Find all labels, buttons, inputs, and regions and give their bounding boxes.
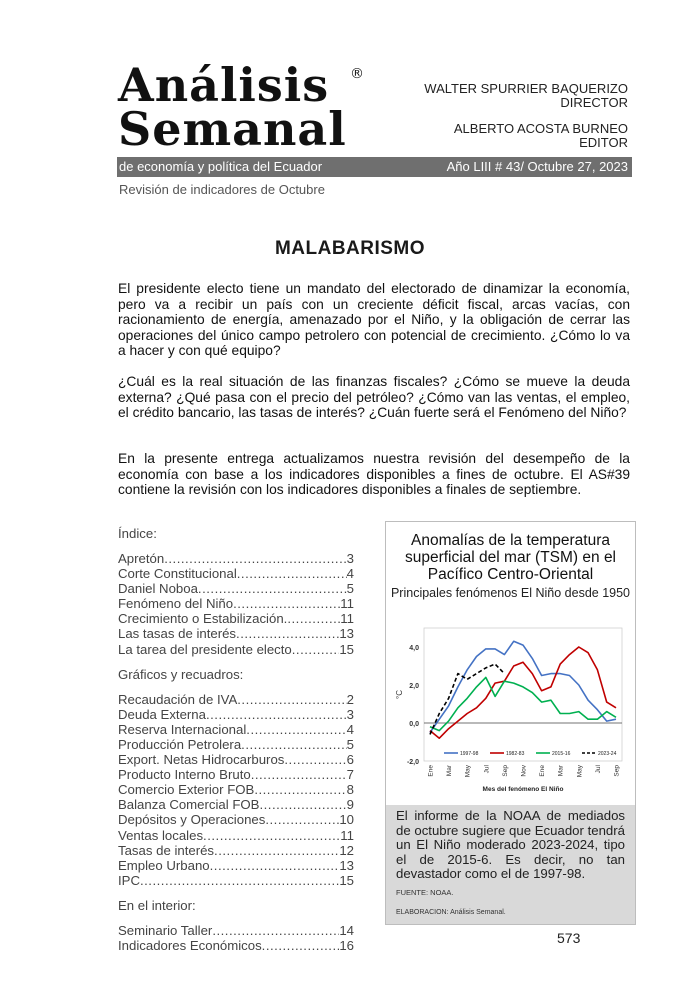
index-entry-page: 5	[346, 736, 354, 752]
dot-leader	[284, 752, 346, 767]
index-entry-label: Reserva Internacional	[118, 721, 247, 737]
dot-leader	[246, 722, 346, 737]
paragraph-1: El presidente electo tiene un mandato del electorado de dinamizar la economía, pero va a recibir un país con un creciente déficit fiscal, arcas vacías, con racionamiento de energía, amenazado por el Niño, y la obligación de cerrar las operaciones del único campo petrolero con potencial de crecimiento. ¿Cómo lo va a hacer y con qué equipo?	[118, 281, 630, 358]
dot-leader	[236, 626, 339, 641]
interior-list	[118, 923, 354, 953]
index-entry-page: 16	[339, 937, 354, 953]
y-tick-label: 2,0	[409, 683, 419, 690]
dot-leader	[214, 843, 339, 858]
index-entry-label: Recaudación de IVA	[118, 691, 238, 707]
index-entry	[118, 828, 354, 843]
legend-label-1982-83: 1982-83	[506, 751, 525, 757]
index-entry-label: La tarea del presidente electo	[118, 641, 292, 657]
y-tick-label: 4,0	[409, 645, 419, 652]
dot-leader	[265, 812, 339, 827]
index-entry	[118, 812, 354, 827]
staff-credits	[424, 82, 628, 150]
editor-name: ALBERTO ACOSTA BURNEO	[453, 121, 628, 136]
x-tick-label: Ene	[539, 765, 547, 777]
interior-title: En el interior:	[118, 897, 196, 913]
index-entry	[118, 707, 354, 722]
y-tick-label: -2,0	[406, 759, 419, 766]
index-entry-label: Empleo Urbano	[118, 857, 210, 873]
index-entry-label: Las tasas de interés	[118, 626, 237, 642]
dot-leader	[237, 566, 347, 581]
index-entry-page: 15	[339, 641, 354, 657]
legend-label-1997-98: 1997-98	[460, 751, 479, 757]
index-entry	[118, 626, 354, 641]
dot-leader	[233, 596, 340, 611]
chart-title: Anomalías de la temperatura superficial del mar (TSM) en el Pacífico Centro-Oriental	[404, 532, 617, 583]
dot-leader	[203, 828, 340, 843]
dot-leader	[259, 797, 346, 812]
chart-subtitle: Principales fenómenos El Niño desde 1950	[390, 586, 631, 600]
x-tick-label: Sep	[613, 765, 621, 777]
index-entry	[118, 596, 354, 611]
index-entry	[118, 642, 354, 657]
series-line-1982-83	[430, 647, 616, 738]
index-entry	[118, 938, 354, 953]
dot-leader	[198, 581, 347, 596]
note-elaboration: ELABORACION: Análisis Semanal.	[396, 909, 506, 916]
registered-mark: ®	[350, 66, 364, 82]
chart-note	[386, 805, 635, 924]
index-entry	[118, 873, 354, 888]
x-tick-label: Jul	[483, 765, 491, 774]
index-entry-page: 13	[339, 626, 354, 642]
x-axis-label: Mes del fenómeno El Niño	[482, 786, 564, 793]
index-entry-label: Deuda Externa	[118, 706, 206, 722]
index	[118, 526, 354, 963]
index-entry	[118, 722, 354, 737]
dot-leader	[140, 873, 339, 888]
dot-leader	[251, 767, 347, 782]
index-entry-page: 14	[339, 922, 354, 938]
index-entry-page: 3	[346, 706, 354, 722]
index-list	[118, 551, 354, 657]
index-entry	[118, 692, 354, 707]
logo-line-2: Semanal	[118, 102, 347, 156]
index-entry-page: 7	[346, 767, 354, 783]
index-entry-page: 5	[346, 581, 354, 597]
index-entry-page: 3	[346, 551, 354, 566]
sst-anomaly-chart	[386, 618, 635, 804]
x-tick-label: Jul	[594, 765, 602, 774]
index-entry-page: 6	[346, 752, 354, 768]
index-entry-label: Balanza Comercial FOB	[118, 797, 260, 813]
index-entry-label: Crecimiento o Estabilización.	[118, 611, 288, 627]
index-entry	[118, 737, 354, 752]
dot-leader	[292, 642, 340, 657]
index-entry	[118, 923, 354, 938]
x-tick-label: May	[464, 765, 472, 778]
x-tick-label: Mar	[557, 765, 565, 777]
dot-leader	[164, 551, 346, 566]
legend-label-2015-16: 2015-16	[552, 751, 571, 757]
index-entry-page: 13	[339, 857, 354, 873]
index-entry-label: Indicadores Económicos	[118, 937, 262, 953]
dot-leader	[206, 707, 347, 722]
charts-list	[118, 692, 354, 888]
index-entry	[118, 767, 354, 782]
x-tick-label: Mar	[446, 765, 454, 777]
x-tick-label: Sep	[501, 765, 509, 777]
index-entry-page: 11	[340, 827, 354, 843]
index-entry-page: 11	[340, 611, 354, 627]
index-entry-label: Comercio Exterior FOB	[118, 782, 255, 798]
paragraph-2: ¿Cuál es la real situación de las finanzas fiscales? ¿Cómo se mueve la deuda externa? ¿Qué pasa con el precio del petróleo? ¿Cómo van las ventas, el empleo, el crédito bancario, las tasas de interés? ¿Cuán fuerte será el Fenómeno del Niño?	[118, 374, 630, 420]
index-entry-label: Producción Petrolera	[118, 736, 242, 752]
index-entry	[118, 551, 354, 566]
index-entry-label: Export. Netas Hidrocarburos	[118, 752, 285, 768]
issue-subtitle: Revisión de indicadores de Octubre	[119, 182, 325, 197]
dot-leader	[287, 611, 340, 626]
masthead-band	[117, 157, 632, 177]
index-entry-label: Tasas de interés	[118, 842, 215, 858]
x-tick-label: May	[576, 765, 584, 778]
headline: MALABARISMO	[274, 238, 426, 259]
x-tick-label: Ene	[427, 765, 435, 777]
index-entry	[118, 858, 354, 873]
charts-title: Gráficos y recuadros:	[118, 666, 244, 682]
index-entry-label: Depósitos y Operaciones	[118, 812, 266, 828]
director-role: DIRECTOR	[560, 95, 628, 110]
index-entry-label: IPC	[118, 872, 140, 888]
index-entry-label: Fenómeno del Niño	[118, 596, 234, 612]
note-source: FUENTE: NOAA.	[396, 888, 454, 897]
index-entry	[118, 782, 354, 797]
x-tick-label: Nov	[520, 765, 528, 777]
index-entry-label: Producto Interno Bruto	[118, 767, 251, 783]
index-entry-page: 9	[346, 797, 354, 813]
index-entry-page: 10	[339, 812, 354, 828]
page-number: 573	[557, 930, 581, 946]
dot-leader	[254, 782, 346, 797]
y-axis-label: °C	[395, 690, 404, 699]
index-entry-page: 11	[340, 596, 354, 612]
dot-leader	[212, 923, 339, 938]
dot-leader	[241, 737, 347, 752]
index-entry-page: 15	[339, 872, 354, 888]
index-entry-page: 4	[346, 566, 354, 582]
index-entry-page: 4	[346, 721, 354, 737]
dot-leader	[210, 858, 340, 873]
index-entry-label: Apretón	[118, 551, 165, 566]
note-text: El informe de la NOAA de mediados de octubre sugiere que Ecuador tendrá un El Niño moderado 2023-2024, tipo el de 2015-6. Es decir, no tan devastador como el de 1997-98.	[396, 808, 625, 882]
legend-label-2023-24: 2023-24	[598, 751, 617, 757]
y-tick-label: 0,0	[409, 721, 419, 728]
index-entry	[118, 581, 354, 596]
director-name: WALTER SPURRIER BAQUERIZO	[424, 81, 628, 96]
index-entry-page: 12	[339, 842, 354, 858]
dot-leader	[262, 938, 340, 953]
index-entry-page: 2	[346, 691, 354, 707]
logo-line-1: Análisis	[118, 58, 330, 112]
index-entry	[118, 797, 354, 812]
chart-box	[385, 521, 636, 925]
issue-date: Año LIII # 43/ Octubre 27, 2023	[446, 159, 628, 174]
index-entry	[118, 843, 354, 858]
band-tagline: de economía y política del Ecuador	[119, 159, 323, 174]
index-entry-label: Ventas locales	[118, 827, 204, 843]
editor-role: EDITOR	[579, 135, 628, 150]
index-entry-label: Daniel Noboa	[118, 581, 198, 597]
index-entry	[118, 611, 354, 626]
paragraph-3: En la presente entrega actualizamos nuestra revisión del desempeño de la economía con base a los indicadores disponibles a fines de octubre. El AS#39 contiene la revisión con los indicadores disponibles a finales de septiembre.	[118, 451, 630, 497]
index-title: Índice:	[118, 526, 157, 541]
logo	[118, 58, 368, 154]
index-entry	[118, 752, 354, 767]
index-entry-page: 8	[346, 782, 354, 798]
index-entry	[118, 566, 354, 581]
index-entry-label: Seminario Taller	[118, 922, 213, 938]
index-entry-label: Corte Constitucional	[118, 566, 237, 582]
dot-leader	[237, 692, 346, 707]
